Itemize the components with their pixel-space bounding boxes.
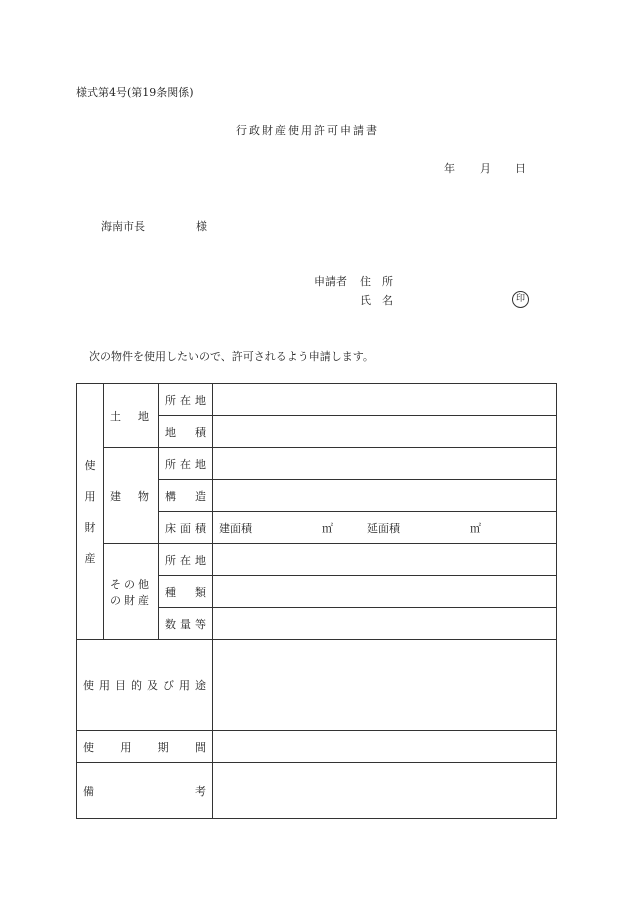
date-year-label: 年: [444, 162, 455, 175]
category-property-in-use: 使 用 財 産: [77, 384, 104, 640]
remarks-field[interactable]: [213, 763, 557, 819]
application-statement: 次の物件を使用したいので、許可されるよう申請します。: [89, 350, 374, 363]
land-label: 土 地: [104, 384, 159, 448]
other-quantity-field[interactable]: [213, 608, 557, 640]
total-floor-area-label: 延面積: [367, 521, 400, 535]
building-structure-label: 構 造: [159, 480, 213, 512]
land-area-label: 地 積: [159, 416, 213, 448]
other-location-field[interactable]: [213, 544, 557, 576]
period-field[interactable]: [213, 731, 557, 763]
seal-icon: 印: [512, 291, 529, 308]
building-area-label: 建面積: [219, 521, 252, 535]
other-quantity-label: 数量等: [159, 608, 213, 640]
other-location-label: 所在地: [159, 544, 213, 576]
building-floor-area-field[interactable]: [213, 512, 557, 544]
land-area-field[interactable]: [213, 416, 557, 448]
land-location-label: 所在地: [159, 384, 213, 416]
date-day-label: 日: [515, 162, 526, 175]
applicant-address-label: 住 所: [360, 275, 393, 288]
building-location-field[interactable]: [213, 448, 557, 480]
building-location-label: 所在地: [159, 448, 213, 480]
total-floor-area-unit: ㎡: [470, 521, 481, 535]
date-month-label: 月: [480, 162, 491, 175]
other-kind-field[interactable]: [213, 576, 557, 608]
applicant-name-label: 氏 名: [360, 294, 393, 307]
document-title: 行政財産使用許可申請書: [236, 124, 379, 137]
purpose-field[interactable]: [213, 640, 557, 731]
property-use-table: [76, 383, 557, 819]
land-location-field[interactable]: [213, 384, 557, 416]
other-kind-label: 種 類: [159, 576, 213, 608]
building-floor-area-label: 床面積: [159, 512, 213, 544]
purpose-label: 使用目的及び用途: [77, 640, 213, 731]
period-label: 使用期間: [77, 731, 213, 763]
building-label: 建 物: [104, 448, 159, 544]
other-property-label: その他 の財産: [104, 544, 159, 640]
remarks-label: 備 考: [77, 763, 213, 819]
addressee-honorific: 様: [196, 220, 207, 233]
building-area-unit: ㎡: [322, 521, 333, 535]
addressee-name: 海南市長: [101, 220, 145, 233]
building-structure-field[interactable]: [213, 480, 557, 512]
applicant-label: 申請者: [314, 275, 347, 288]
form-number: 様式第4号(第19条関係): [76, 86, 194, 99]
